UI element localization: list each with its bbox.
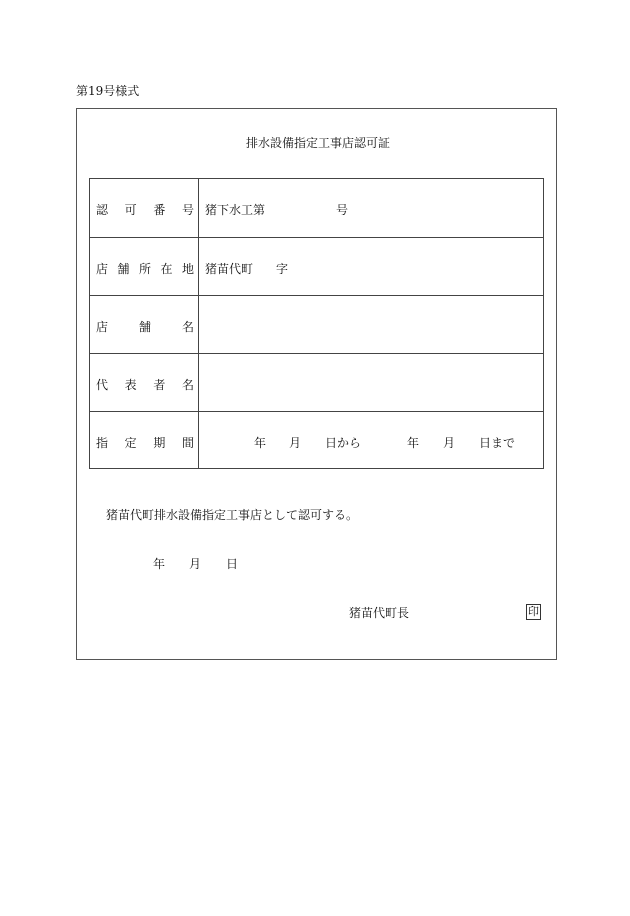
- signatory-mayor: 猪苗代町長: [349, 606, 410, 620]
- permit-number-suffix: 号: [336, 203, 349, 217]
- label-char: 地: [181, 262, 194, 276]
- label-store-name: [96, 318, 194, 335]
- form-number: 第19号様式: [76, 84, 140, 98]
- permit-number-prefix: 猪下水工第: [205, 203, 266, 217]
- period-from-day: 日から: [325, 436, 362, 450]
- period-to-year: 年: [407, 436, 420, 450]
- row-representative: [90, 353, 543, 412]
- row-permit-number: [90, 179, 543, 237]
- label-char: 店: [96, 320, 109, 334]
- period-from-year: 年: [254, 436, 267, 450]
- label-char: 可: [124, 203, 137, 217]
- row-store-name: [90, 295, 543, 354]
- label-representative: [96, 376, 194, 393]
- label-char: 名: [181, 320, 194, 334]
- seal-mark: 印: [528, 605, 539, 618]
- label-store-address: [96, 260, 194, 277]
- label-char: 間: [181, 436, 194, 450]
- issue-year: 年: [153, 557, 166, 571]
- label-char: 定: [124, 436, 137, 450]
- label-char: 者: [153, 378, 166, 392]
- approval-statement: 猪苗代町排水設備指定工事店として認可する。: [106, 508, 359, 522]
- address-town: 猪苗代町: [205, 262, 254, 276]
- label-char: 代: [96, 378, 109, 392]
- label-char: 舗: [138, 320, 151, 334]
- issue-day: 日: [226, 557, 239, 571]
- label-char: 号: [181, 203, 194, 217]
- label-char: 在: [160, 262, 173, 276]
- label-char: 指: [96, 436, 109, 450]
- label-char: 名: [181, 378, 194, 392]
- label-char: 期: [153, 436, 166, 450]
- address-aza: 字: [276, 262, 289, 276]
- label-permit-number: [96, 201, 194, 218]
- period-to-month: 月: [443, 436, 456, 450]
- label-char: 所: [138, 262, 151, 276]
- row-store-address: [90, 237, 543, 296]
- row-designation-period: [90, 411, 543, 469]
- label-char: 認: [96, 203, 109, 217]
- certificate-title: 排水設備指定工事店認可証: [246, 136, 391, 150]
- label-char: 表: [124, 378, 137, 392]
- label-char: 番: [153, 203, 166, 217]
- period-from-month: 月: [289, 436, 302, 450]
- period-to-day: 日まで: [479, 436, 516, 450]
- label-char: 店: [96, 262, 109, 276]
- certificate-table: [89, 178, 544, 469]
- label-designation-period: [96, 434, 194, 451]
- issue-month: 月: [189, 557, 202, 571]
- label-char: 舗: [117, 262, 130, 276]
